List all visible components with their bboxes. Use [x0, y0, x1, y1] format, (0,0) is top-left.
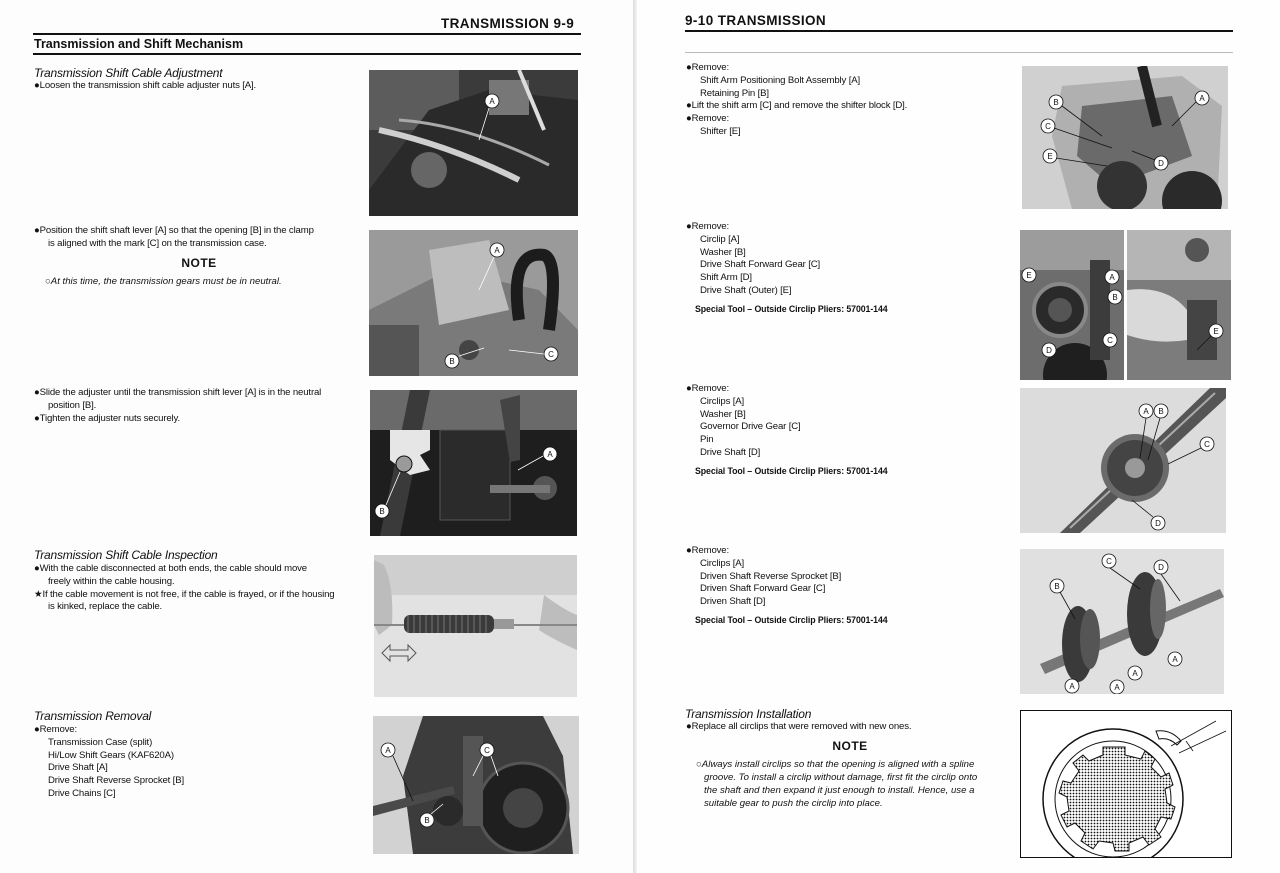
- list-item: Drive Chains [C]: [48, 787, 116, 799]
- text-block-2: [34, 225, 314, 251]
- right-page-header: 9-10 TRANSMISSION: [685, 13, 827, 28]
- callout-label: C: [548, 350, 554, 359]
- text-block-5: [34, 724, 184, 801]
- callout-label: B: [1158, 407, 1164, 416]
- header-rule: [685, 30, 1233, 32]
- left-page-header: TRANSMISSION 9-9: [441, 16, 575, 31]
- text-line: ★If the cable movement is not free, if the cable is frayed, or if the housing: [34, 588, 335, 600]
- callout-label: A: [1172, 655, 1178, 664]
- callout-label: B: [1053, 98, 1059, 107]
- list-item: Driven Shaft Forward Gear [C]: [700, 583, 826, 595]
- text-block-r3: [686, 383, 801, 460]
- note-line: suitable gear to push the circlip into place.: [704, 798, 883, 808]
- list-item: Circlips [A]: [700, 395, 745, 407]
- text-line: position [B].: [48, 399, 97, 411]
- note-line: ○Always install circlips so that the opening is aligned with a spline: [696, 759, 975, 770]
- text-line: ●Replace all circlips that were removed with new ones.: [686, 721, 912, 732]
- list-item: Washer [B]: [700, 246, 746, 258]
- callout-label: A: [1132, 669, 1138, 678]
- text-line: ●Slide the adjuster until the transmission shift lever [A] is in the neutral: [34, 387, 322, 398]
- text-block-r2: [686, 221, 820, 298]
- callout-label: E: [1026, 271, 1032, 280]
- text-block-r1: [686, 62, 907, 139]
- callout-label: E: [1047, 152, 1053, 161]
- callout-label: A: [1069, 682, 1075, 691]
- note-line: groove. To install a circlip without damage, first fit the circlip onto: [704, 772, 978, 783]
- text-line: is aligned with the mark [C] on the transmission case.: [48, 237, 267, 249]
- photo-shift-shaft-lever: [369, 230, 578, 376]
- callout-label: A: [489, 97, 495, 106]
- list-item: Circlip [A]: [700, 233, 740, 245]
- cable-bellows: [404, 615, 494, 633]
- photo-drive-shaft-outer-left: [1020, 230, 1124, 380]
- list-item: Drive Shaft (Outer) [E]: [700, 284, 792, 296]
- heading-transmission-removal: Transmission Removal: [34, 709, 152, 723]
- special-tool-note: Special Tool – Outside Circlip Pliers: 57001-144: [695, 615, 888, 625]
- list-item: Drive Shaft [A]: [48, 762, 108, 774]
- text-line: ●Remove:: [686, 383, 729, 394]
- callout-label: A: [1109, 273, 1115, 282]
- text-line: ●Lift the shift arm [C] and remove the shifter block [D].: [686, 100, 908, 112]
- callout-label: B: [1112, 293, 1118, 302]
- list-item: Shifter [E]: [700, 125, 741, 137]
- callout-label: B: [1054, 582, 1060, 591]
- list-item: Shift Arm [D]: [700, 272, 752, 284]
- heading-transmission-installation: Transmission Installation: [685, 707, 812, 721]
- right-page: [637, 0, 1280, 873]
- text-line: ●Remove:: [686, 62, 729, 73]
- callout-label: D: [1158, 563, 1164, 572]
- section-title: Transmission and Shift Mechanism: [34, 37, 244, 51]
- text-line: ●Tighten the adjuster nuts securely.: [34, 412, 180, 424]
- text-line: ●Remove:: [686, 113, 729, 125]
- list-item: Governor Drive Gear [C]: [700, 421, 801, 433]
- governor-gear: [1101, 434, 1169, 502]
- note-heading: NOTE: [832, 739, 868, 753]
- callout-label: C: [1106, 557, 1112, 566]
- note-text: ○At this time, the transmission gears must be in neutral.: [45, 276, 282, 287]
- callout-label: C: [1204, 440, 1210, 449]
- heading-shift-cable-adjustment: Transmission Shift Cable Adjustment: [34, 66, 223, 80]
- callout-label: C: [484, 746, 490, 755]
- callout-label: C: [1107, 336, 1113, 345]
- section-rule: [33, 53, 581, 55]
- callout-label: D: [1046, 346, 1052, 355]
- text-line: ●Remove:: [686, 545, 729, 556]
- list-item: Driven Shaft Reverse Sprocket [B]: [700, 570, 842, 582]
- text-line: ●Loosen the transmission shift cable adjuster nuts [A].: [34, 80, 257, 91]
- list-item: Drive Shaft [D]: [700, 446, 761, 458]
- list-item: Retaining Pin [B]: [700, 87, 769, 99]
- list-item: Drive Shaft Reverse Sprocket [B]: [48, 775, 184, 787]
- faint-rule: [685, 52, 1233, 53]
- text-line: is kinked, replace the cable.: [48, 601, 163, 613]
- text-block-4: [34, 563, 334, 614]
- callout-label: A: [494, 246, 500, 255]
- photo-shift-lever-neutral: [370, 390, 577, 536]
- heading-shift-cable-inspection: Transmission Shift Cable Inspection: [34, 548, 218, 562]
- callout-label: A: [1143, 407, 1149, 416]
- list-item: Pin: [700, 434, 714, 446]
- photo-drive-shaft-outer-right: [1127, 230, 1231, 380]
- photo-cable-inspection: [374, 555, 577, 697]
- callout-label: E: [1213, 327, 1219, 336]
- list-item: Hi/Low Shift Gears (KAF620A): [48, 749, 174, 761]
- text-block-r4: [686, 545, 841, 609]
- callout-label: A: [385, 746, 391, 755]
- spline-shaft-drawing: [1043, 721, 1226, 857]
- photo-shift-cable-adjuster: [369, 70, 578, 216]
- diagram-circlip-spline: [1020, 710, 1232, 858]
- callout-label: B: [379, 507, 385, 516]
- text-line: ●Position the shift shaft lever [A] so that the opening [B] in the clamp: [34, 225, 314, 236]
- callout-label: A: [1114, 683, 1120, 692]
- left-page: [0, 0, 636, 873]
- list-item: Washer [B]: [700, 408, 746, 420]
- callout-label: A: [1199, 94, 1205, 103]
- photo-drive-shaft: [1020, 388, 1226, 533]
- callout-label: D: [1155, 519, 1161, 528]
- callout-label: A: [547, 450, 553, 459]
- header-rule: [33, 33, 581, 35]
- photo-driven-shaft: [1020, 549, 1224, 694]
- callout-label: B: [424, 816, 430, 825]
- list-item: Drive Shaft Forward Gear [C]: [700, 259, 821, 271]
- text-line: ●Remove:: [686, 221, 729, 232]
- text-block-1: [34, 80, 256, 93]
- note-heading: NOTE: [181, 256, 217, 270]
- callout-label: D: [1158, 159, 1164, 168]
- list-item: Circlips [A]: [700, 557, 745, 569]
- text-line: ●Remove:: [34, 724, 77, 735]
- text-block-r5: [686, 721, 911, 734]
- photo-shift-arm: [1022, 66, 1228, 209]
- callout-label: C: [1045, 122, 1051, 131]
- note-text: [696, 758, 977, 808]
- callout-label: B: [449, 357, 455, 366]
- photo-transmission-removal: [373, 716, 579, 854]
- text-block-3: [34, 387, 321, 425]
- list-item: Shift Arm Positioning Bolt Assembly [A]: [700, 74, 860, 86]
- list-item: Transmission Case (split): [48, 736, 153, 748]
- text-line: ●With the cable disconnected at both ends, the cable should move: [34, 563, 307, 574]
- note-line: the shaft and then expand it just enough to install. Hence, use a: [704, 785, 975, 796]
- special-tool-note: Special Tool – Outside Circlip Pliers: 57001-144: [695, 304, 888, 314]
- special-tool-note: Special Tool – Outside Circlip Pliers: 57001-144: [695, 466, 888, 476]
- text-line: freely within the cable housing.: [48, 575, 175, 587]
- list-item: Driven Shaft [D]: [700, 596, 766, 608]
